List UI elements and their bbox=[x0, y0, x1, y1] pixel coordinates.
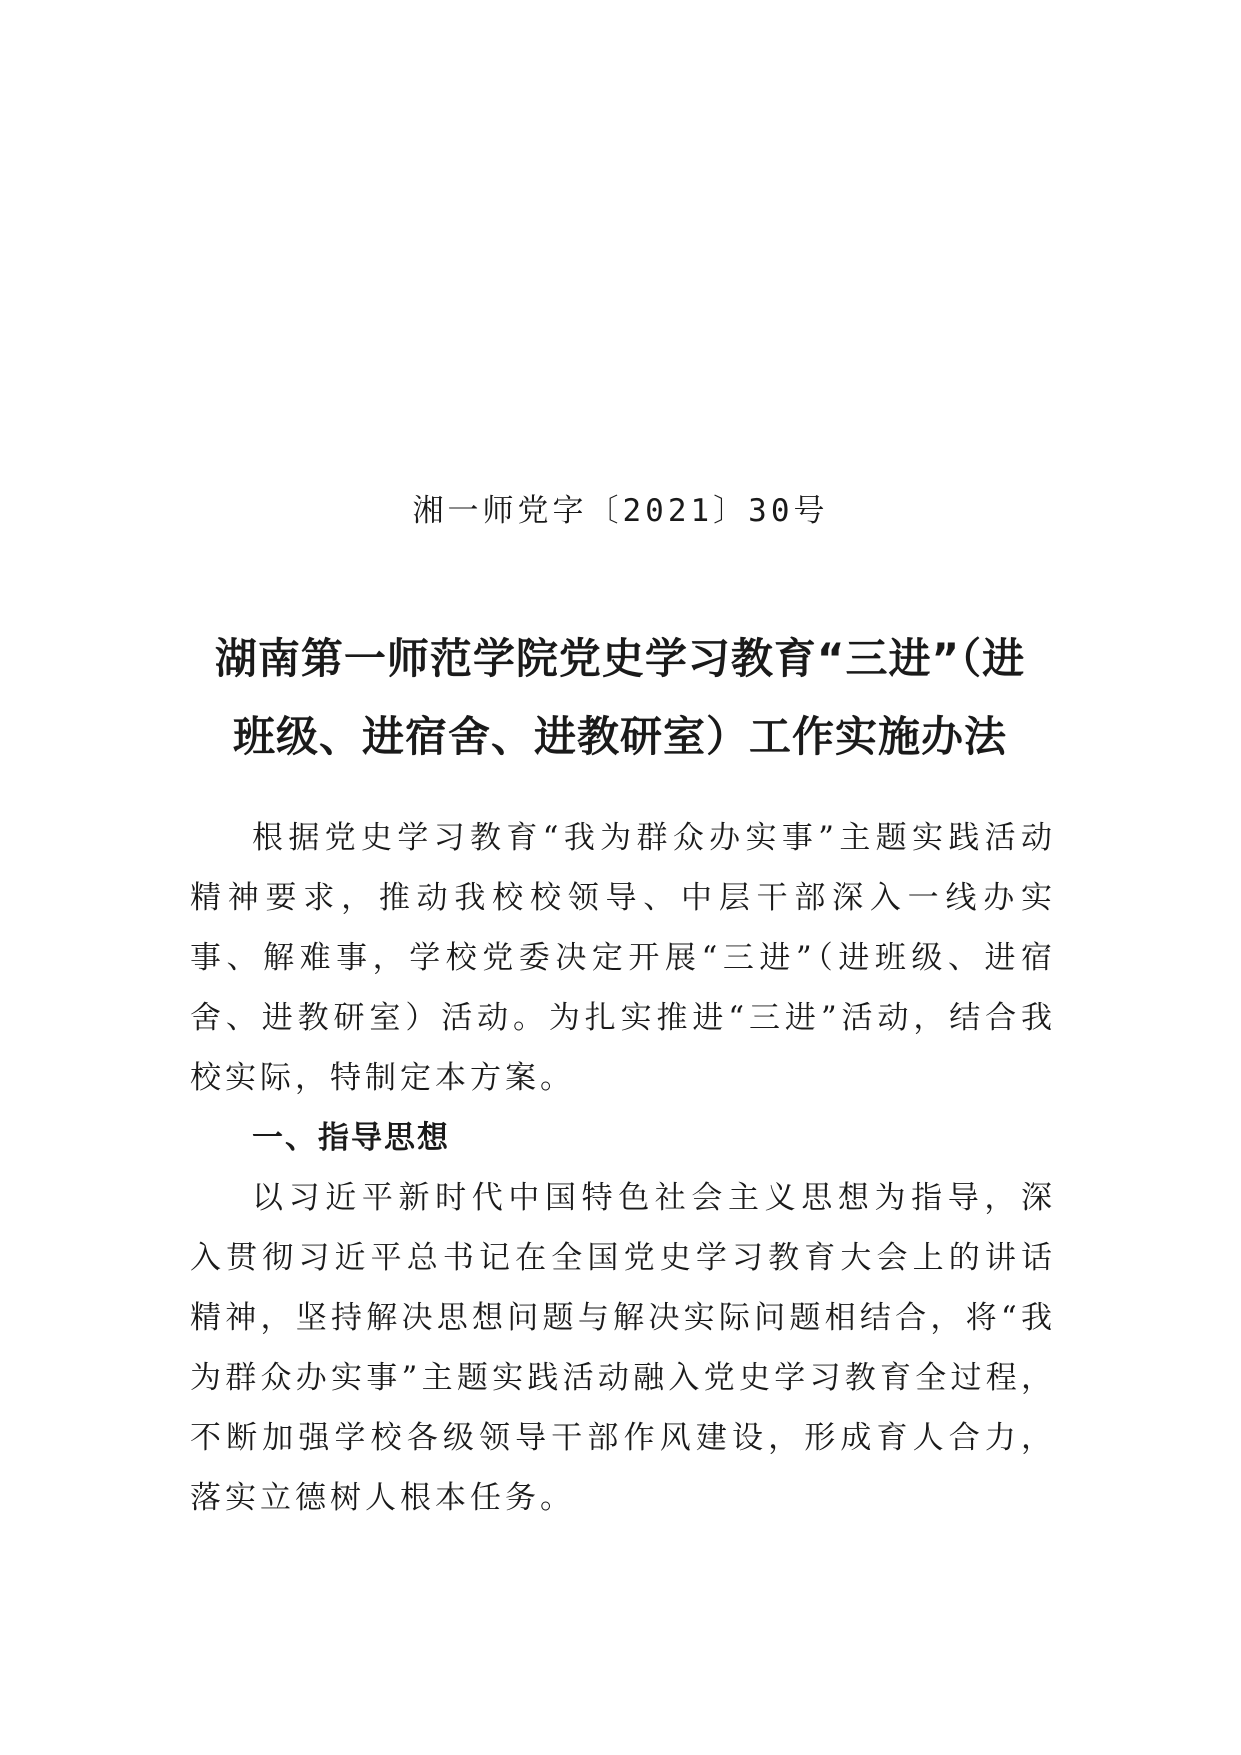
document-body bbox=[190, 808, 1056, 1528]
section-paragraph-guiding-ideology: 以习近平新时代中国特色社会主义思想为指导，深入贯彻习近平总书记在全国党史学习教育大会上的讲话精神，坚持解决思想问题与解决实际问题相结合，将“我为群众办实事”主题实践活动融入党史学习教育全过程，不断加强学校各级领导干部作风建设，形成育人合力，落实立德树人根本任务。 bbox=[190, 1180, 1056, 1516]
document-number: 湘一师党字〔2021〕30号 bbox=[412, 493, 829, 529]
document-title bbox=[180, 620, 1060, 776]
title-line-1: 湖南第一师范学院党史学习教育“三进”（进 bbox=[214, 634, 1026, 683]
section-heading-guiding-ideology: 一、指导思想 bbox=[252, 1120, 450, 1156]
intro-paragraph: 根据党史学习教育“我为群众办实事”主题实践活动精神要求，推动我校校领导、中层干部深入一线办实事、解难事，学校党委决定开展“三进”（进班级、进宿舍、进教研室）活动。为扎实推进“三进”活动，结合我校实际，特制定本方案。 bbox=[190, 820, 1056, 1096]
title-line-2: 班级、进宿舍、进教研室）工作实施办法 bbox=[232, 712, 1007, 761]
